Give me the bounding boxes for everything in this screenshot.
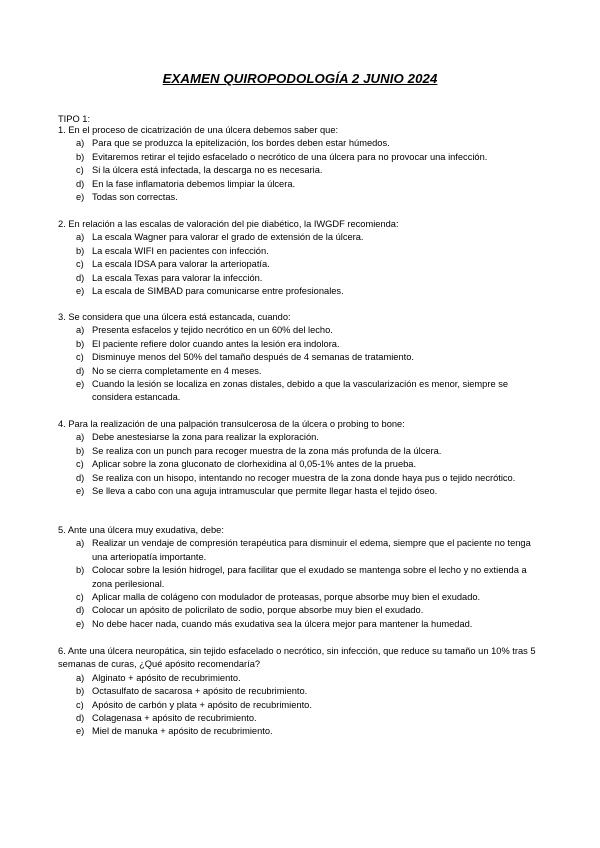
option-text: Alginato + apósito de recubrimiento.: [92, 672, 241, 683]
option-text: No debe hacer nada, cuando más exudativa sea la úlcera mejor para mantener la humedad.: [92, 618, 473, 629]
option-text: Se realiza con un hisopo, intentando no recoger muestra de la zona donde haya pus o tejido necrótico.: [92, 472, 516, 483]
options-list: [58, 537, 548, 631]
option-d: [58, 178, 548, 191]
options-list: [58, 231, 548, 298]
question-5: [58, 524, 548, 631]
option-a: [58, 137, 548, 150]
option-text: Cuando la lesión se localiza en zonas distales, debido a que la vascularización es menor, siempre se considera estancada.: [92, 379, 509, 403]
option-text: Se realiza con un punch para recoger muestra de la zona más profunda de la úlcera.: [92, 445, 442, 456]
option-letter: e): [76, 379, 85, 390]
option-b: [58, 245, 548, 258]
option-letter: e): [76, 618, 85, 629]
option-text: Se lleva a cabo con una aguja intramuscular que permite llegar hasta el tejido óseo.: [92, 486, 438, 497]
option-a: [58, 672, 548, 685]
question-2: [58, 218, 548, 298]
option-text: Colagenasa + apósito de recubrimiento.: [92, 713, 257, 724]
option-e: [58, 378, 548, 405]
option-text: Colocar sobre la lesión hidrogel, para facilitar que el exudado se mantenga sobre el lecho y no extienda a zona perilesional.: [92, 565, 527, 589]
option-d: [58, 604, 548, 617]
option-letter: a): [76, 432, 85, 443]
option-b: [58, 564, 548, 591]
question-4: [58, 418, 548, 498]
options-list: [58, 137, 548, 204]
question-1: [58, 124, 548, 204]
section-label: TIPO 1:: [58, 114, 91, 124]
question-text: 2. En relación a las escalas de valoración del pie diabético, la IWGDF recomienda:: [58, 219, 399, 229]
option-c: [58, 699, 548, 712]
option-letter: b): [76, 565, 85, 576]
option-b: [58, 445, 548, 458]
option-letter: b): [76, 445, 85, 456]
option-letter: a): [76, 232, 85, 243]
option-text: Disminuye menos del 50% del tamaño después de 4 semanas de tratamiento.: [92, 352, 414, 363]
option-letter: b): [76, 151, 85, 162]
exam-title: EXAMEN QUIROPODOLOGÍA 2 JUNIO 2024: [162, 71, 438, 86]
option-d: [58, 365, 548, 378]
option-text: Octasulfato de sacarosa + apósito de recubrimiento.: [92, 686, 308, 697]
question-text: 3. Se considera que una úlcera está estancada, cuando:: [58, 312, 291, 322]
option-b: [58, 685, 548, 698]
option-text: Miel de manuka + apósito de recubrimiento.: [92, 726, 273, 737]
option-letter: d): [76, 472, 85, 483]
options-list: [58, 672, 548, 739]
option-letter: a): [76, 538, 85, 549]
option-c: [58, 351, 548, 364]
option-letter: c): [76, 459, 84, 470]
option-text: El paciente refiere dolor cuando antes la lesión era indolora.: [92, 338, 340, 349]
option-text: Presenta esfacelos y tejido necrótico en un 60% del lecho.: [92, 325, 333, 336]
option-text: La escala IDSA para valorar la arteriopatía.: [92, 259, 270, 270]
options-list: [58, 324, 548, 404]
option-letter: d): [76, 713, 85, 724]
option-text: Apósito de carbón y plata + apósito de recubrimiento.: [92, 699, 312, 710]
option-letter: c): [76, 699, 84, 710]
option-d: [58, 272, 548, 285]
option-text: Si la úlcera está infectada, la descarga no es necesaria.: [92, 165, 323, 176]
option-letter: d): [76, 605, 85, 616]
option-text: En la fase inflamatoria debemos limpiar la úlcera.: [92, 178, 296, 189]
option-a: [58, 324, 548, 337]
option-a: [58, 537, 548, 564]
option-e: [58, 485, 548, 498]
option-e: [58, 725, 548, 738]
option-c: [58, 458, 548, 471]
option-letter: c): [76, 592, 84, 603]
option-letter: a): [76, 325, 85, 336]
option-text: Aplicar malla de colágeno con modulador de proteasas, porque absorbe muy bien el exudado.: [92, 592, 481, 603]
option-letter: e): [76, 192, 85, 203]
option-letter: c): [76, 259, 84, 270]
question-text: 5. Ante una úlcera muy exudativa, debe:: [58, 525, 224, 535]
option-text: No se cierra completamente en 4 meses.: [92, 365, 262, 376]
question-6: [58, 645, 548, 739]
option-a: [58, 431, 548, 444]
option-text: Colocar un apósito de policrilato de sodio, porque absorbe muy bien el exudado.: [92, 605, 424, 616]
option-b: [58, 338, 548, 351]
option-text: La escala Texas para valorar la infección.: [92, 272, 263, 283]
option-text: La escala Wagner para valorar el grado de extensión de la úlcera.: [92, 232, 364, 243]
option-d: [58, 472, 548, 485]
option-text: Debe anestesiarse la zona para realizar la exploración.: [92, 432, 319, 443]
option-letter: a): [76, 138, 85, 149]
option-letter: c): [76, 352, 84, 363]
option-e: [58, 618, 548, 631]
option-a: [58, 231, 548, 244]
option-letter: d): [76, 272, 85, 283]
option-letter: c): [76, 165, 84, 176]
option-e: [58, 285, 548, 298]
options-list: [58, 431, 548, 498]
option-text: Aplicar sobre la zona gluconato de clorhexidina al 0,05-1% antes de la prueba.: [92, 459, 417, 470]
option-e: [58, 191, 548, 204]
option-b: [58, 151, 548, 164]
question-3: [58, 311, 548, 405]
option-text: Para que se produzca la epitelización, los bordes deben estar húmedos.: [92, 138, 390, 149]
option-letter: a): [76, 672, 85, 683]
question-text: 1. En el proceso de cicatrización de una úlcera debemos saber que:: [58, 125, 339, 135]
option-letter: d): [76, 178, 85, 189]
question-text: 4. Para la realización de una palpación transulcerosa de la úlcera o probing to bone:: [58, 419, 405, 429]
option-text: Todas son correctas.: [92, 192, 178, 203]
option-c: [58, 164, 548, 177]
option-letter: b): [76, 686, 85, 697]
option-letter: e): [76, 486, 85, 497]
option-d: [58, 712, 548, 725]
option-text: Realizar un vendaje de compresión terapéutica para disminuir el edema, siempre que el paciente no tenga una arteriopatía importante.: [92, 538, 531, 562]
option-letter: e): [76, 726, 85, 737]
option-c: [58, 591, 548, 604]
option-c: [58, 258, 548, 271]
option-letter: e): [76, 286, 85, 297]
option-letter: d): [76, 365, 85, 376]
option-text: La escala de SIMBAD para comunicarse entre profesionales.: [92, 286, 344, 297]
question-text: 6. Ante una úlcera neuropática, sin tejido esfacelado o necrótico, sin infección, que reduce su tamaño un 10% tras 5 semanas de curas, ¿Qué apósito recomendaría?: [58, 646, 536, 670]
option-letter: b): [76, 338, 85, 349]
option-letter: b): [76, 245, 85, 256]
option-text: La escala WIFI en pacientes con infección.: [92, 245, 269, 256]
option-text: Evitaremos retirar el tejido esfacelado o necrótico de una úlcera para no provocar una infección.: [92, 151, 488, 162]
